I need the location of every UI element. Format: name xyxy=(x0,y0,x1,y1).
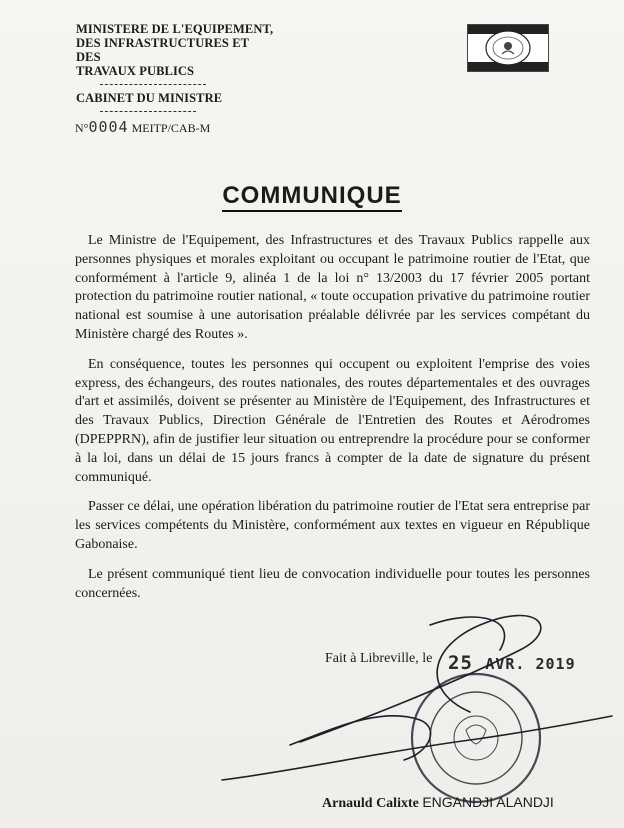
paragraph: Le présent communiqué tient lieu de convocation individuelle pour toutes les personnes concernées. xyxy=(75,566,590,601)
ref-suffix: MEITP/CAB-M xyxy=(131,121,211,135)
date-day: 25 xyxy=(448,652,473,674)
ref-number: 0004 xyxy=(88,118,129,136)
paragraph: En conséquence, toutes les personnes qui occupent ou exploitent l'emprise des voies express, des échangeurs, des routes nationales, des routes départementales et des ouvrages d'art et assimilés, doivent se présenter au Ministère de l'Equipement, des Infrastructures et des Travaux Publics, Direction Générale de l'Entretien des Routes et Aérodromes (DPEPPRN), afin de justifier leur situation ou entreprendre la procédure pour se conformer à la loi, dans un délai de 15 jours francs à compter de la date de signature du présent communiqué. xyxy=(75,356,590,485)
signer-name xyxy=(322,794,554,812)
cabinet-label: CABINET DU MINISTRE xyxy=(76,91,223,105)
page-title: COMMUNIQUE xyxy=(0,182,624,210)
paragraph: Passer ce délai, une opération libération du patrimoine routier de l'Etat sera entreprise par les services compétents du Ministère, conformément aux textes en vigueur en République Gabonaise. xyxy=(75,499,590,552)
ref-prefix: N° xyxy=(75,121,89,135)
date-month-year: AVR. 2019 xyxy=(485,655,576,673)
ministry-line-1: MINISTERE DE L'EQUIPEMENT, xyxy=(76,22,274,36)
ministry-line-3: TRAVAUX PUBLICS xyxy=(76,64,195,78)
ministry-line-2: DES INFRASTRUCTURES ET DES xyxy=(76,36,249,64)
place-label: Fait à Libreville, le xyxy=(325,651,433,666)
signer-first-names: Arnauld Calixte xyxy=(322,796,419,811)
signer-last-name: ENGANDJI ALANDJI xyxy=(422,794,554,810)
paragraph: Le Ministre de l'Equipement, des Infrastructures et des Travaux Publics rappelle aux personnes physiques et morales exploitant ou occupant le patrimoine routier de l'Etat, que conformément à l'article 9, alinéa 1 de la loi n° 13/2003 du 17 février 2005 portant protection du patrimoine routier national, « toute occupation privative du patrimoine routier national est soumise à une autorisation préalable délivrée par les services compétant du Ministère chargé des Routes ». xyxy=(75,233,590,342)
signature-icon xyxy=(222,615,612,780)
ministry-stamp-icon xyxy=(412,674,540,802)
